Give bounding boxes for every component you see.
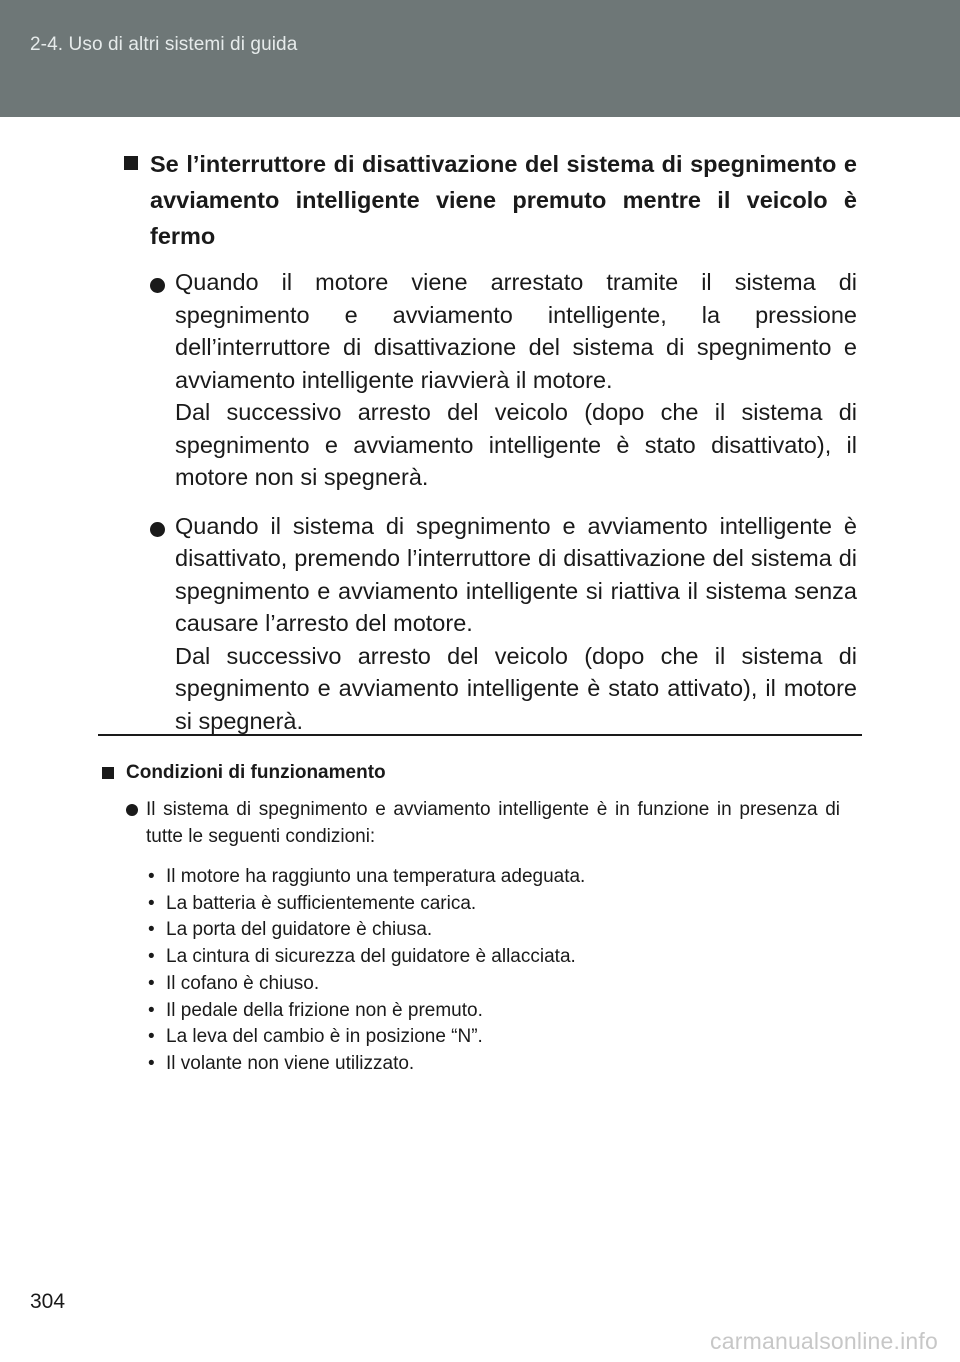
bullet-glyph: •: [148, 972, 155, 994]
bullet-glyph: •: [148, 919, 155, 941]
page-number: 304: [30, 1290, 66, 1313]
condition-text: Il cofano è chiuso.: [166, 972, 320, 994]
item-follow-text: Dal successivo arresto del veicolo (dopo che il sistema di spegnimento e avviamento intelligente è stato disattivato), il motore non si spegnerà.: [175, 399, 857, 490]
page-header: [0, 0, 960, 117]
notes-intro-text: Il sistema di spegnimento e avviamento intelligente è in funzione in presenza di tutte le seguenti condizioni:: [146, 799, 840, 847]
condition-text: La batteria è sufficientemente carica.: [166, 892, 477, 914]
item-follow-text: Dal successivo arresto del veicolo (dopo che il sistema di spegnimento e avviamento intelligente è stato attivato), il motore si spegnerà.: [175, 642, 857, 734]
round-bullet-icon: [150, 278, 165, 293]
bullet-glyph: •: [148, 1026, 155, 1048]
list-item: [148, 998, 840, 1025]
section-heading: [122, 146, 857, 254]
watermark: carmanualsonline.info: [710, 1328, 938, 1354]
list-item: [148, 917, 840, 944]
list-item: [148, 1024, 840, 1051]
bullet-glyph: •: [148, 866, 155, 887]
condition-text: La cintura di sicurezza del guidatore è allacciata.: [166, 946, 576, 968]
square-bullet-icon: [124, 156, 138, 170]
bullet-glyph: •: [148, 892, 155, 914]
bullet-glyph: •: [148, 946, 155, 968]
bullet-glyph: •: [148, 1052, 155, 1074]
item-text: Quando il motore viene arrestato tramite il sistema di spegnimento e avviamento intelligente, la pressione dell’interruttore di disattivazione del sistema di spegnimento e avviamento intelligente riavvierà il motore.: [175, 269, 857, 393]
list-item: [122, 266, 857, 494]
notes-heading-text: Condizioni di funzionamento: [126, 762, 386, 783]
divider: [98, 734, 862, 736]
bullet-glyph: •: [148, 999, 155, 1021]
list-item: [148, 971, 840, 998]
section-title: 2-4. Uso di altri sistemi di guida: [30, 34, 298, 55]
condition-text: Il pedale della frizione non è premuto.: [166, 999, 483, 1021]
main-content: [122, 146, 857, 737]
condition-text: La porta del guidatore è chiusa.: [166, 919, 433, 941]
list-item: [148, 891, 840, 918]
condition-text: Il volante non viene utilizzato.: [166, 1052, 415, 1074]
list-item: [122, 510, 857, 738]
condition-text: Il motore ha raggiunto una temperatura adeguata.: [166, 866, 586, 887]
list-item: [148, 944, 840, 971]
item-text: Quando il sistema di spegnimento e avviamento intelligente è disattivato, premendo l’interruttore di disattivazione del sistema di spegnimento e avviamento intelligente si riattiva il sistema senza causare l’arresto del motore.: [175, 512, 857, 636]
list-item: [148, 1051, 840, 1078]
notes-heading: [102, 760, 840, 786]
conditions-list: [102, 864, 840, 1078]
round-bullet-icon: [126, 804, 138, 816]
notes-section: [102, 760, 840, 1078]
notes-intro: [102, 796, 840, 850]
section-heading-text: Se l’interruttore di disattivazione del sistema di spegnimento e avviamento intelligente viene premuto mentre il veicolo è fermo: [150, 151, 857, 249]
condition-text: La leva del cambio è in posizione “N”.: [166, 1026, 483, 1048]
square-bullet-icon: [102, 767, 114, 779]
list-item: [148, 864, 840, 891]
round-bullet-icon: [150, 522, 165, 537]
